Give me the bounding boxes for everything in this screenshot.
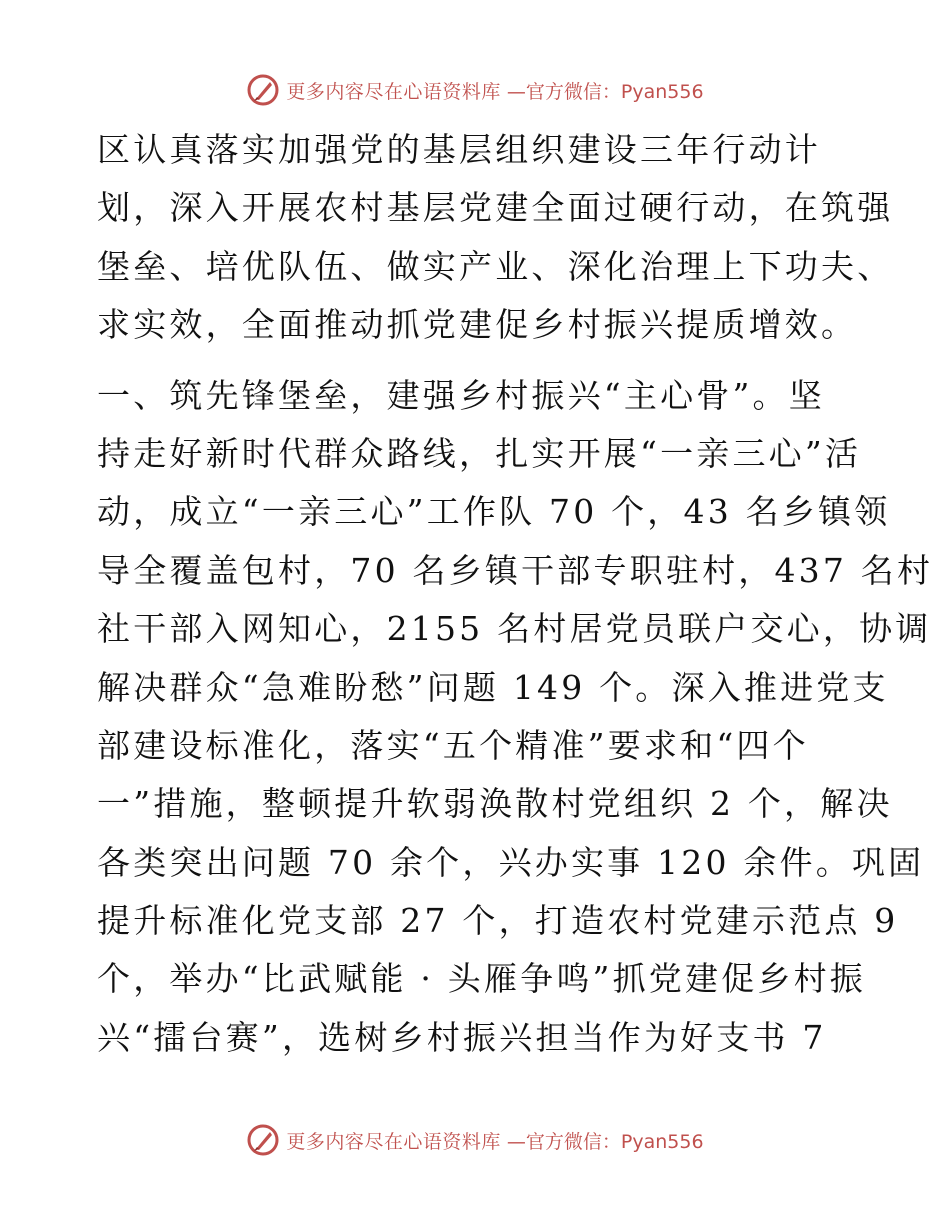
paragraph-gap <box>97 355 867 367</box>
text-line: 各类突出问题 70 余个，兴办实事 120 余件。巩固 <box>97 842 925 882</box>
text-line: 划，深入开展农村基层党建全面过硬行动，在筑强 <box>97 188 894 228</box>
watermark-sub-text: —官方微信：Pyan556 <box>506 1130 704 1153</box>
pen-feather-icon <box>246 73 280 107</box>
paragraph-intro <box>97 121 894 355</box>
text-line: 求实效，全面推动抓党建促乡村振兴提质增效。 <box>97 305 858 345</box>
text-line: 部建设标准化，落实“五个精准”要求和“四个 <box>97 725 809 765</box>
paragraph-section-one <box>97 367 934 1068</box>
watermark-sub-text: —官方微信：Pyan556 <box>506 80 704 103</box>
header-watermark <box>0 68 950 112</box>
text-line: 堡垒、培优队伍、做实产业、深化治理上下功夫、 <box>97 246 894 286</box>
text-line: 提升标准化党支部 27 个，打造农村党建示范点 9 <box>97 901 899 941</box>
footer-watermark <box>0 1118 950 1162</box>
pen-feather-icon <box>246 1123 280 1157</box>
watermark-main-text: 更多内容尽在心语资料库 <box>286 80 501 103</box>
text-line: 解决群众“急难盼愁”问题 149 个。深入推进党支 <box>97 667 889 707</box>
watermark-main-text: 更多内容尽在心语资料库 <box>286 1130 501 1153</box>
text-line: 区认真落实加强党的基层组织建设三年行动计 <box>97 130 821 169</box>
text-line: 动，成立“一亲三心”工作队 70 个，43 名乡镇领 <box>97 492 891 532</box>
text-line: 持走好新时代群众路线，扎实开展“一亲三心”活 <box>97 433 862 473</box>
text-line: 兴“擂台赛”，选树乡村振兴担当作为好支书 7 <box>97 1017 827 1057</box>
document-body <box>97 121 934 1067</box>
text-line: 一、筑先锋堡垒，建强乡村振兴“主心骨”。坚 <box>97 375 825 415</box>
text-line: 导全覆盖包村，70 名乡镇干部专职驻村，437 名村 <box>97 550 934 590</box>
text-line: 社干部入网知心，2155 名村居党员联户交心，协调 <box>97 609 932 649</box>
text-line: 个，举办“比武赋能 · 头雁争鸣”抓党建促乡村振 <box>97 959 867 999</box>
text-line: 一”措施，整顿提升软弱涣散村党组织 2 个，解决 <box>97 784 893 824</box>
